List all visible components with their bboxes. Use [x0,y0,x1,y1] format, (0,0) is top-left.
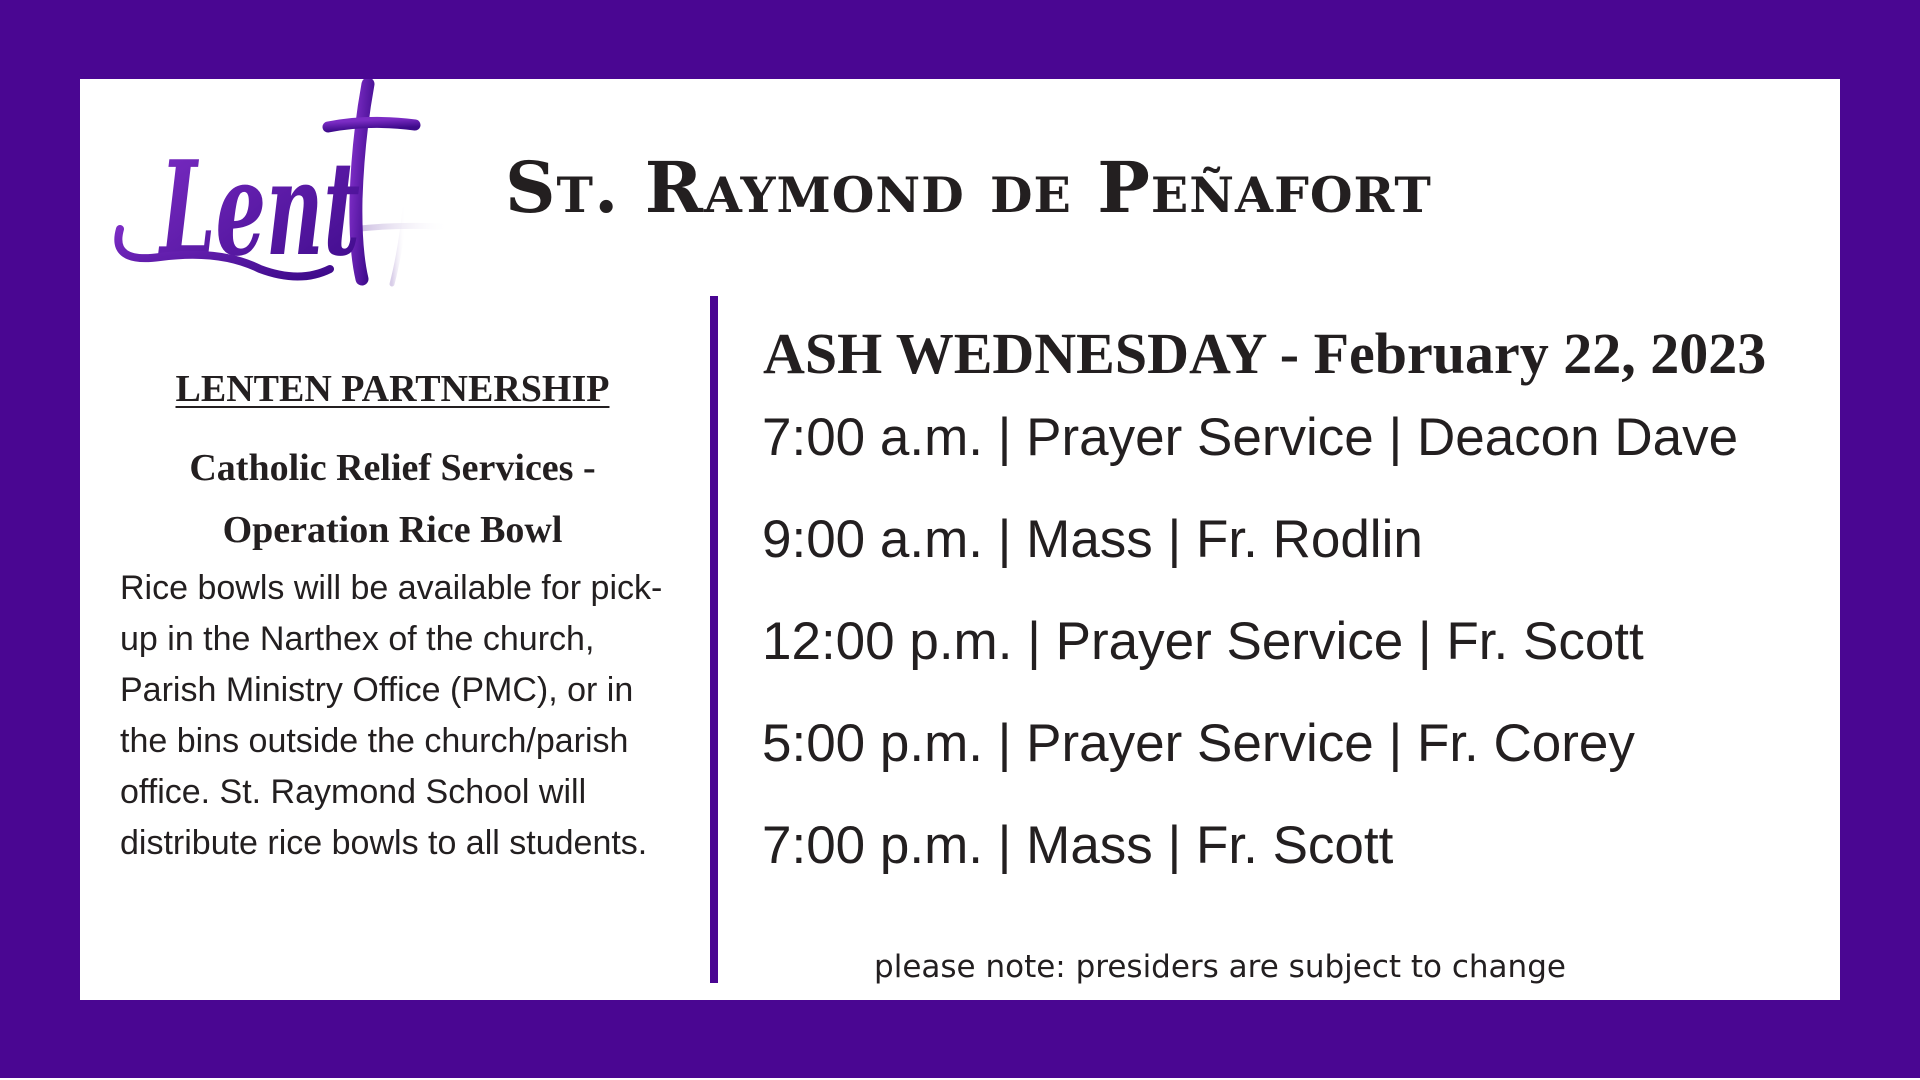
schedule-item: 9:00 a.m. | Mass | Fr. Rodlin [762,510,1423,569]
lenten-partnership-section [120,369,665,869]
schedule-item: 7:00 p.m. | Mass | Fr. Scott [762,816,1394,875]
ash-wednesday-title: ASH WEDNESDAY - February 22, 2023 [763,321,1767,386]
schedule-item: 7:00 a.m. | Prayer Service | Deacon Dave [762,408,1739,467]
announcement-panel [80,79,1840,1000]
schedule-item: 5:00 p.m. | Prayer Service | Fr. Corey [762,714,1635,773]
vertical-divider [710,296,718,983]
schedule-item: 12:00 p.m. | Prayer Service | Fr. Scott [762,612,1644,671]
presiders-note: please note: presiders are subject to change [874,949,1566,985]
lenten-partnership-heading: LENTEN PARTNERSHIP [175,368,610,410]
lent-logo [100,79,460,299]
crs-subheading-line2: Operation Rice Bowl [222,508,563,551]
lent-logo-word: Lent [157,132,360,285]
service-schedule [762,407,1738,917]
church-name-heading: St. Raymond de Peñafort [505,146,1432,229]
rice-bowl-description: Rice bowls will be available for pick-up in the Narthex of the church, Parish Ministry Office (PMC), or in the bins outside the church/parish office. St. Raymond School will distribute rice bowls to all students. [120,568,663,862]
crs-subheading-line1: Catholic Relief Services - [189,446,596,489]
cross-shadow-stem [392,209,405,284]
